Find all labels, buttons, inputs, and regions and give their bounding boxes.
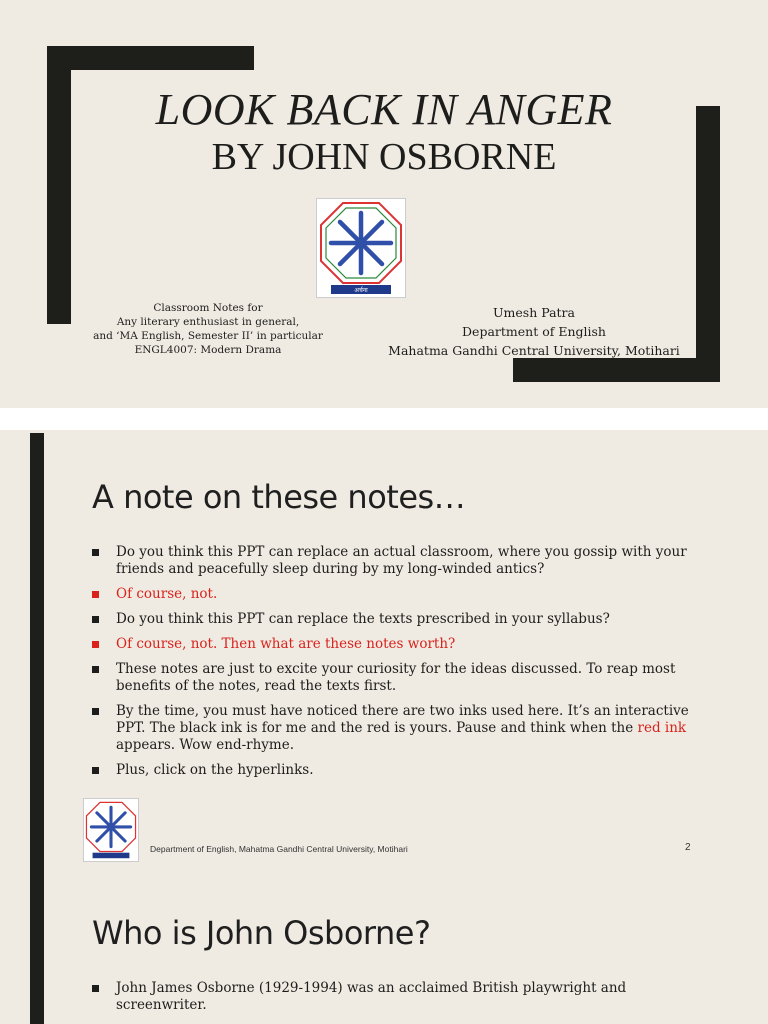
bullet-list (92, 544, 702, 787)
list-item-text: Do you think this PPT can replace an actual classroom, where you gossip with your friends and peacefully sleep during by my long-winded antics? (116, 544, 687, 577)
slide-footer: Department of English, Mahatma Gandhi Central University, Motihari (150, 844, 408, 854)
list-item (92, 544, 702, 578)
list-item-text: By the time, you must have noticed there are two inks used here. It’s an interactive PPT. The black ink is for me and the red is yours. Pause and think when the (116, 703, 689, 736)
slide-title-line1: LOOK BACK IN ANGER (155, 85, 613, 134)
slide-title-line2: BY JOHN OSBORNE (211, 136, 557, 178)
page-number: 2 (685, 842, 691, 853)
classroom-notes-line: Any literary enthusiast in general, (116, 316, 300, 328)
title-slide (0, 0, 768, 408)
list-item-text: Of course, not. (116, 586, 218, 602)
author-block (372, 303, 696, 360)
list-item-text: Plus, click on the hyperlinks. (116, 762, 314, 778)
square-bullet-icon (92, 708, 99, 715)
osborne-slide (0, 870, 768, 1024)
list-item (92, 661, 702, 695)
red-ink-text: red ink (637, 720, 687, 736)
list-item-text: These notes are just to excite your curiosity for the ideas discussed. To reap most benefits of the notes, read the texts first. (116, 661, 676, 694)
list-item-text: Of course, not. Then what are these notes worth? (116, 636, 456, 652)
accent-bar (30, 870, 44, 1024)
slide-separator (0, 408, 768, 430)
list-item-red (92, 636, 702, 653)
classroom-notes-line: Classroom Notes for (153, 302, 263, 314)
square-bullet-icon (92, 616, 99, 623)
list-item (92, 703, 702, 754)
list-item-text: Do you think this PPT can replace the texts prescribed in your syllabus? (116, 611, 610, 627)
bullet-list (92, 980, 702, 1022)
accent-bar (30, 433, 44, 870)
list-item (92, 980, 702, 1014)
square-bullet-icon (92, 985, 99, 992)
list-item (92, 611, 702, 628)
square-bullet-icon (92, 767, 99, 774)
author-department: Department of English (462, 324, 606, 339)
bracket-bottom-right-horizontal (513, 358, 720, 382)
slide-heading: A note on these notes… (92, 478, 466, 516)
list-item-text: appears. Wow end-rhyme. (116, 737, 295, 753)
classroom-notes-line: ENGL4007: Modern Drama (134, 344, 282, 356)
list-item-red (92, 586, 702, 603)
university-logo-small (83, 798, 139, 862)
square-bullet-icon (92, 641, 99, 648)
square-bullet-icon (92, 591, 99, 598)
list-item (92, 762, 702, 779)
square-bullet-icon (92, 666, 99, 673)
logo-motto-text: अर्चना (354, 287, 368, 294)
slide-heading: Who is John Osborne? (92, 914, 431, 952)
author-university: Mahatma Gandhi Central University, Motihari (388, 343, 680, 358)
square-bullet-icon (92, 549, 99, 556)
bracket-top-left-horizontal (47, 46, 254, 70)
classroom-notes-block (60, 301, 356, 357)
university-logo (316, 198, 406, 298)
list-item-text: John James Osborne (1929-1994) was an acclaimed British playwright and screenwriter. (116, 980, 627, 1013)
author-name: Umesh Patra (493, 305, 575, 320)
classroom-notes-line: and ‘MA English, Semester II’ in particular (93, 330, 323, 342)
